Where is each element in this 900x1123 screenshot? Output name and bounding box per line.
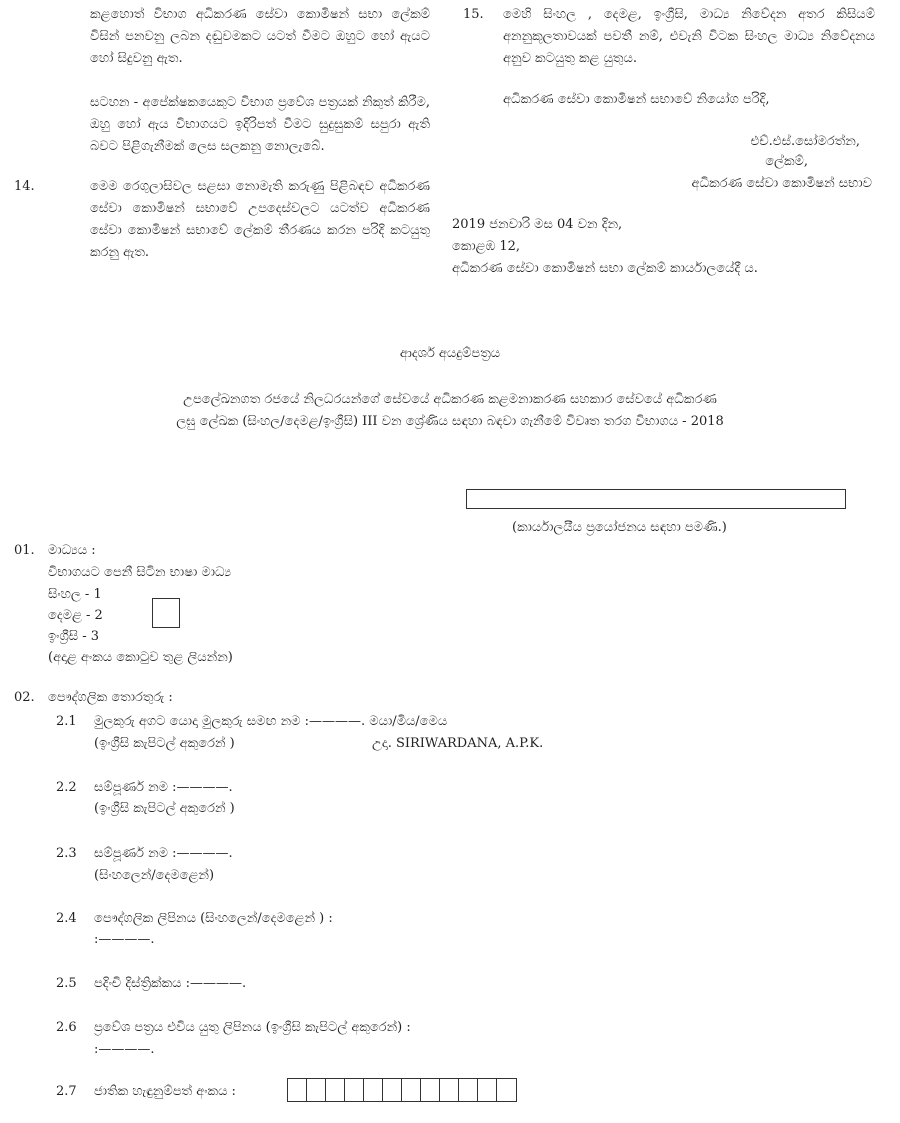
section-2-heading: පෞද්ගලික තොරතුරු : <box>48 690 173 705</box>
form-subtitle-line-1: උපලේඛනගත රජයේ නිලධරයන්ගේ සේවයේ අධිකරණ කළමනාකරණ සහකාර සේවයේ අධිකරණ <box>183 392 717 407</box>
residential-district-label: පදිංචි දිස්ත්‍රික්කය :————. <box>94 976 247 991</box>
full-name-english-label: සම්පූර්ණ නම :————. <box>94 780 233 795</box>
item-15-number: 15. <box>463 7 484 22</box>
full-name-sinhala-tamil-hint: (සිංහලෙන්/දෙමළෙන්) <box>94 868 215 883</box>
nic-digit-box[interactable] <box>402 1079 421 1101</box>
full-name-sinhala-tamil-label: සම්පූර්ණ නම :————. <box>94 846 233 861</box>
regulation-continuation: කළහොත් විභාග අධිකරණ සේවා කොමිෂන් සභා ලේකම් විසින් පනවනු ලබන දඬුවමකට යටත් වීමට ඔහුට හෝ ඇයට හෝ සිදුවනු ඇත. <box>90 7 430 66</box>
personal-address-label: පෞද්ගලික ලිපිනය (සිංහලෙන්/දෙමළෙන් ) : <box>94 911 333 926</box>
item-2-7-number: 2.7 <box>56 1084 77 1099</box>
signature-date: 2019 ජනවාරි මස 04 වන දින, <box>452 217 623 232</box>
item-2-1-number: 2.1 <box>56 714 77 729</box>
medium-question: විභාගයට පෙනී සිටින භාෂා මාධ්‍ය <box>48 565 232 580</box>
admission-address-label: ප්‍රවේශ පත්‍රය එවිය යුතු ලිපිනය (ඉංග්‍රීසි කැපිටල් අකුරෙන්) : <box>94 1020 411 1035</box>
nic-digit-box[interactable] <box>326 1079 345 1101</box>
admission-card-note: සටහන - අපේක්ෂකයෙකුට විභාග ප්‍රවේශ පත්‍රයක් නිකුත් කිරීම, ඔහු හෝ ඇය විභාගයට ඉදිරිපත් වීමට සුදුසුකම් සපුරා ඇති බවට පිළිගැනීමක් ලෙස සලකනු නොලැබේ. <box>90 95 430 154</box>
signatory-name: එච්.එස්.සෝමරත්න, <box>750 134 860 149</box>
nic-digit-box[interactable] <box>288 1079 307 1101</box>
item-15-text: මෙහි සිංහල , දෙමළ, ඉංග්‍රීසි, මාධ්‍ය නිවේදන අතර කිසියම් අනනුකූලතාවයක් පවතී නම්, එවැනි විටක සිංහල මාධ්‍ය නිවේදනය අනුව කටයුතු කළ යුතුය. <box>503 7 875 66</box>
section-1-heading: මාධ්‍යය : <box>48 543 96 558</box>
personal-address-field[interactable]: :————. <box>94 932 155 947</box>
item-14-text: මෙම රෙගුලාසිවල සළසා නොමැති කරුණු පිළිබඳව අධිකරණ සේවා කොමිෂන් සභාවේ උපදෙස්වලට යටත්ව අධිකරණ සේවා කොමිෂන් සභාවේ ලේකම් තීරණය කරන පරිදි කටයුතු කරනු ඇත. <box>90 179 430 260</box>
name-with-initials-example: උදා. SIRIWARDANA, A.P.K. <box>372 736 544 751</box>
item-2-6-number: 2.6 <box>56 1020 77 1035</box>
order-line: අධිකරණ සේවා කොමිෂන් සභාවේ නියෝග පරිදි, <box>503 92 770 107</box>
name-with-initials-hint: (ඉංග්‍රීසි කැපිටල් අකුරෙන් ) <box>94 736 235 751</box>
office-use-label: (කාර්යාලයීය ප්‍රයෝජනය සඳහා පමණි.) <box>512 520 727 535</box>
nic-digit-box[interactable] <box>421 1079 440 1101</box>
nic-number-input[interactable] <box>287 1078 517 1102</box>
item-2-5-number: 2.5 <box>56 976 77 991</box>
nic-digit-box[interactable] <box>440 1079 459 1101</box>
medium-option-tamil: දෙමළ - 2 <box>48 608 103 623</box>
signatory-title: ලේකම්, <box>765 154 808 169</box>
medium-option-english: ඉංග්‍රීසි - 3 <box>48 629 100 644</box>
nic-number-label: ජාතික හැඳුනුම්පත් අංකය : <box>94 1084 236 1099</box>
item-14-number: 14. <box>14 179 35 194</box>
full-name-english-hint: (ඉංග්‍රීසි කැපිටල් අකුරෙන් ) <box>94 801 235 816</box>
section-2-number: 02. <box>14 690 35 705</box>
nic-digit-box[interactable] <box>307 1079 326 1101</box>
name-with-initials-label: මුලකුරු අගට යොදා මුලකුරු සමඟ නම :————. මයා/මිය/මෙය <box>94 714 448 729</box>
nic-digit-box[interactable] <box>364 1079 383 1101</box>
office-use-box[interactable] <box>466 489 846 509</box>
signatory-organisation: අධිකරණ සේවා කොමිෂන් සභාව <box>691 176 872 191</box>
admission-address-field[interactable]: :————. <box>94 1042 155 1057</box>
signature-office: අධිකරණ සේවා කොමිෂන් සභා ලේකම් කාර්යාලයේදී ය. <box>452 261 758 276</box>
medium-input-box[interactable] <box>152 598 180 628</box>
nic-digit-box[interactable] <box>478 1079 497 1101</box>
nic-digit-box[interactable] <box>383 1079 402 1101</box>
form-subtitle-line-2: ලඝු ලේඛක (සිංහල/දෙමළ/ඉංග්‍රීසි) III වන ශ්‍රේණිය සඳහා බඳවා ගැනීමේ විවෘත තරග විභාගය - 2018 <box>176 414 724 429</box>
item-2-3-number: 2.3 <box>56 846 77 861</box>
nic-digit-box[interactable] <box>459 1079 478 1101</box>
item-2-2-number: 2.2 <box>56 780 77 795</box>
item-2-4-number: 2.4 <box>56 911 77 926</box>
medium-instruction: (අදාළ අංකය කොටුව තුළ ලියන්න) <box>48 650 233 665</box>
form-title: ආදර්ශ අයදුම්පත්‍රය <box>399 346 501 361</box>
medium-option-sinhala: සිංහල - 1 <box>48 587 102 602</box>
section-1-number: 01. <box>14 543 35 558</box>
nic-digit-box[interactable] <box>345 1079 364 1101</box>
signature-place: කොළඹ 12, <box>452 239 521 254</box>
